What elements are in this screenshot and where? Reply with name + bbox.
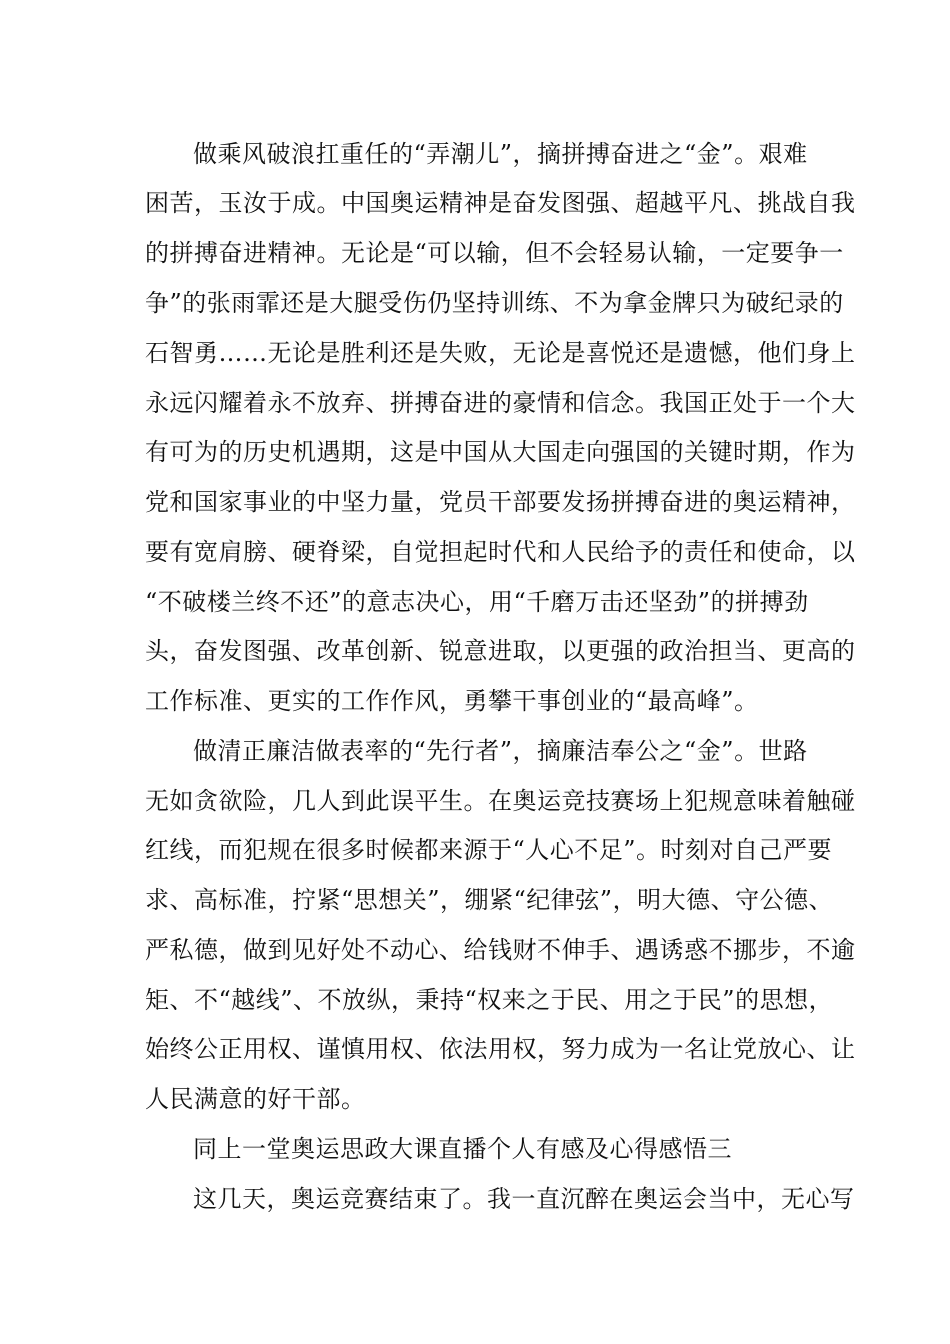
- paragraph-2-line-1: 做清正廉洁做表率的“先行者”，摘廉洁奉公之“金”。世路: [193, 737, 808, 765]
- paragraph-1-line-3: 的拼搏奋进精神。无论是“可以输，但不会轻易认输，一定要争一: [145, 239, 844, 267]
- paragraph-1-line-6: 永远闪耀着永不放弃、拼搏奋进的豪情和信念。我国正处于一个大: [145, 389, 856, 417]
- paragraph-1-line-1: 做乘风破浪扛重任的“弄潮儿”，摘拼搏奋进之“金”。艰难: [193, 140, 808, 168]
- paragraph-2-line-4: 求、高标准，拧紧“思想关”，绷紧“纪律弦”，明大德、守公德、: [145, 886, 834, 914]
- paragraph-1-line-7: 有可为的历史机遇期，这是中国从大国走向强国的关键时期，作为: [145, 438, 856, 466]
- paragraph-1-line-10: “不破楼兰终不还”的意志决心，用“千磨万击还坚劲”的拼搏劲: [145, 588, 809, 616]
- paragraph-1-line-5: 石智勇……无论是胜利还是失败，无论是喜悦还是遗憾，他们身上: [145, 339, 856, 367]
- paragraph-2-line-2: 无如贪欲险，几人到此误平生。在奥运竞技赛场上犯规意味着触碰: [145, 787, 856, 815]
- paragraph-2-line-7: 始终公正用权、谨慎用权、依法用权，努力成为一名让党放心、让: [145, 1035, 856, 1063]
- section-heading: 同上一堂奥运思政大课直播个人有感及心得感悟三: [193, 1135, 732, 1163]
- paragraph-3-line-1: 这几天，奥运竞赛结束了。我一直沉醉在奥运会当中，无心写: [193, 1185, 855, 1213]
- paragraph-1-line-2: 困苦，玉汝于成。中国奥运精神是奋发图强、超越平凡、挑战自我: [145, 189, 856, 217]
- paragraph-1-line-11: 头，奋发图强、改革创新、锐意进取，以更强的政治担当、更高的: [145, 637, 856, 665]
- paragraph-1-line-9: 要有宽肩膀、硬脊梁，自觉担起时代和人民给予的责任和使命，以: [145, 538, 856, 566]
- paragraph-2-line-5: 严私德，做到见好处不动心、给钱财不伸手、遇诱惑不挪步，不逾: [145, 936, 856, 964]
- paragraph-2-line-3: 红线，而犯规在很多时候都来源于“人心不足”。时刻对自己严要: [145, 836, 833, 864]
- paragraph-1-line-12: 工作标准、更实的工作作风，勇攀干事创业的“最高峰”。: [145, 687, 759, 715]
- paragraph-1-line-4: 争”的张雨霏还是大腿受伤仍坚持训练、不为拿金牌只为破纪录的: [145, 289, 844, 317]
- paragraph-2-line-6: 矩、不“越线”、不放纵，秉持“权来之于民、用之于民”的思想，: [145, 986, 834, 1014]
- paragraph-2-line-8: 人民满意的好干部。: [145, 1085, 366, 1113]
- paragraph-1-line-8: 党和国家事业的中坚力量，党员干部要发扬拼搏奋进的奥运精神，: [145, 488, 856, 516]
